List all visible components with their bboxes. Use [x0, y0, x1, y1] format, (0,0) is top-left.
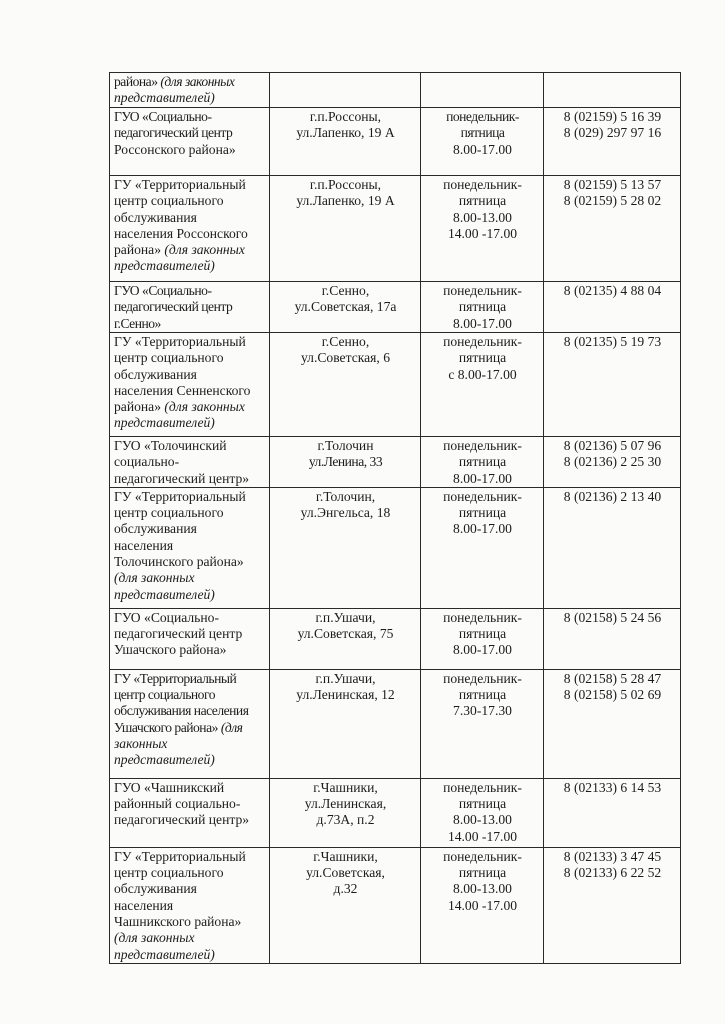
table-row	[110, 487, 681, 608]
org-name-line: обслуживания	[114, 521, 197, 537]
hours-cell	[421, 847, 544, 963]
org-name-line: социально-	[114, 454, 180, 470]
org-name-line: районa» (для законных	[114, 74, 235, 89]
address-cell	[270, 176, 421, 282]
hours-line: понедельник-	[443, 848, 522, 864]
hours-line: понедельник-	[443, 609, 522, 625]
hours-line: 8.00-17.00	[453, 470, 512, 486]
table-row	[110, 847, 681, 963]
hours-cell	[421, 778, 544, 847]
org-name-line: районный социально-	[114, 796, 241, 812]
organizations-table	[109, 72, 681, 964]
hours-line: понедельник-	[443, 334, 522, 349]
phone-cell	[544, 282, 681, 333]
table-row	[110, 669, 681, 778]
phone-number: 8 (02159) 5 16 39	[563, 109, 662, 124]
phone-number: 8 (02158) 5 24 56	[563, 609, 662, 625]
address-line: г.п.Россоны,	[309, 109, 382, 124]
address-line: г.п.Россоны,	[309, 177, 382, 192]
phone-cell	[544, 487, 681, 608]
hours-cell	[421, 333, 544, 437]
phone-cell	[544, 778, 681, 847]
hours-line: понедельник-	[443, 779, 522, 795]
org-name-line: (для законных	[114, 930, 195, 946]
phone-number: 8 (02136) 5 07 96	[563, 438, 662, 453]
org-name-line: населения	[114, 537, 174, 553]
table-row	[110, 778, 681, 847]
table-row	[110, 437, 681, 488]
org-name-line: ГУ «Территориальный	[114, 670, 237, 686]
org-name-line: педагогический центр	[114, 299, 233, 315]
address-line: г.Толочин,	[315, 488, 376, 504]
address-line: д.32	[333, 881, 358, 897]
hours-line: 8.00-13.00	[453, 881, 512, 897]
org-name-cell	[110, 333, 270, 437]
org-name-line: центр социального	[114, 687, 216, 703]
address-cell	[270, 282, 421, 333]
org-name-line: педагогический центр»	[114, 812, 250, 828]
address-line: ул.Лапенко, 19 А	[296, 125, 395, 141]
hours-line: понедельник-	[446, 109, 519, 124]
hours-line: 8.00-17.00	[453, 642, 512, 658]
address-line: ул.Советская, 6	[300, 350, 391, 366]
hours-cell	[421, 176, 544, 282]
org-name-line: Ушачского района» (для	[114, 719, 243, 735]
address-line: г.Чашники,	[313, 779, 378, 795]
org-name-line: педагогический центр»	[114, 470, 250, 486]
address-line: ул.Ленина, 33	[308, 454, 383, 470]
address-line: ул.Лапенко, 19 А	[296, 193, 395, 209]
hours-line: 8.00-17.00	[453, 315, 512, 331]
org-name-line: обслуживания	[114, 366, 197, 382]
phone-number: 8 (02159) 5 13 57	[563, 177, 662, 192]
org-name-line: ГУО «Социально-	[114, 609, 219, 625]
hours-line: 8.00-17.00	[453, 141, 512, 157]
org-name-line: Ушачского района»	[114, 642, 227, 658]
org-name-line: ГУ «Территориальный	[114, 177, 246, 192]
org-name-line: населения Сенненского	[114, 382, 251, 398]
address-line: г.п.Ушачи,	[315, 670, 376, 686]
phone-cell	[544, 108, 681, 176]
address-line: ул.Советская,	[306, 865, 385, 881]
hours-line: понедельник-	[443, 488, 522, 504]
address-cell	[270, 437, 421, 488]
address-cell	[270, 778, 421, 847]
org-name-line: ГУ «Территориальный	[114, 488, 246, 504]
org-name-line: обслуживания	[114, 881, 197, 897]
table-row	[110, 73, 681, 108]
phone-cell	[544, 847, 681, 963]
phone-cell	[544, 176, 681, 282]
phone-number: 8 (02135) 4 88 04	[563, 283, 662, 298]
hours-line: 14.00 -17.00	[447, 897, 518, 913]
hours-line: пятница	[458, 299, 507, 315]
phone-number: 8 (02133) 6 22 52	[563, 865, 662, 881]
hours-cell	[421, 108, 544, 176]
org-name-cell	[110, 437, 270, 488]
hours-line: пятница	[458, 865, 507, 881]
table-row	[110, 333, 681, 437]
org-name-line: педагогический центр	[114, 125, 233, 141]
org-name-line: Толочинского района»	[114, 554, 244, 570]
org-name-line: законных	[114, 736, 168, 752]
hours-line: пятница	[458, 193, 507, 209]
address-line: г.Сенно,	[321, 334, 370, 349]
hours-cell	[421, 437, 544, 488]
hours-line: 8.00-13.00	[453, 812, 512, 828]
org-name-cell	[110, 847, 270, 963]
org-name-line: обслуживания	[114, 209, 197, 225]
org-name-line: педагогический центр	[114, 626, 243, 642]
org-name-line: ГУ «Территориальный	[114, 848, 246, 864]
table-row	[110, 176, 681, 282]
org-name-line: представителей)	[114, 586, 215, 602]
org-name-line: представителей)	[114, 946, 215, 962]
phone-number: 8 (02133) 6 14 53	[563, 779, 662, 795]
table-row	[110, 282, 681, 333]
phone-number: 8 (02136) 2 13 40	[563, 488, 662, 504]
address-cell	[270, 669, 421, 778]
address-line: г.п.Ушачи,	[315, 609, 376, 625]
hours-line: пятница	[458, 454, 507, 470]
address-cell	[270, 73, 421, 108]
hours-line: понедельник-	[443, 177, 522, 192]
phone-cell	[544, 608, 681, 669]
address-line: ул.Ленинская, 12	[296, 687, 395, 703]
org-name-line: Россонского района»	[114, 141, 236, 157]
org-name-cell	[110, 778, 270, 847]
phone-number: 8 (02158) 5 02 69	[563, 687, 662, 703]
phone-number: 8 (02135) 5 19 73	[563, 334, 662, 349]
hours-line: пятница	[458, 505, 507, 521]
org-name-line: представителей)	[114, 90, 215, 106]
hours-line: пятница	[458, 350, 507, 366]
hours-line: с 8.00-17.00	[448, 366, 517, 382]
org-name-line: центр социального	[114, 865, 224, 881]
address-line: ул.Ленинская,	[304, 796, 387, 812]
org-name-cell	[110, 608, 270, 669]
hours-line: 7.30-17.30	[453, 703, 512, 719]
address-line: г.Толочин	[317, 438, 374, 453]
phone-cell	[544, 669, 681, 778]
address-cell	[270, 333, 421, 437]
phone-number: 8 (02133) 3 47 45	[563, 848, 662, 864]
org-name-line: ГУО «Толочинский	[114, 438, 227, 453]
org-name-line: ГУО «Чашникский	[114, 779, 225, 795]
org-name-line: представителей)	[114, 258, 215, 274]
org-name-cell	[110, 669, 270, 778]
address-line: г.Сенно,	[321, 283, 370, 298]
org-name-line: центр социального	[114, 193, 224, 209]
phone-cell	[544, 333, 681, 437]
hours-line: понедельник-	[443, 438, 522, 453]
org-name-line: Чашникского района»	[114, 914, 242, 930]
hours-line: 14.00 -17.00	[447, 225, 518, 241]
hours-cell	[421, 73, 544, 108]
address-line: ул.Советская, 75	[297, 626, 394, 642]
hours-line: понедельник-	[443, 283, 522, 298]
hours-line: пятница	[458, 687, 507, 703]
org-name-line: г.Сенно»	[114, 315, 161, 331]
org-name-line: центр социального	[114, 350, 224, 366]
address-cell	[270, 108, 421, 176]
hours-line: 8.00-17.00	[453, 521, 512, 537]
hours-line: 8.00-13.00	[453, 209, 512, 225]
org-name-cell	[110, 108, 270, 176]
hours-cell	[421, 282, 544, 333]
hours-cell	[421, 608, 544, 669]
address-line: ул.Советская, 17а	[294, 299, 397, 315]
address-cell	[270, 608, 421, 669]
phone-cell	[544, 437, 681, 488]
hours-cell	[421, 669, 544, 778]
phone-number: 8 (02158) 5 28 47	[563, 670, 662, 686]
org-name-line: представителей)	[114, 415, 215, 431]
org-name-line: района» (для законных	[114, 399, 245, 415]
hours-line: пятница	[460, 125, 505, 141]
phone-number: 8 (029) 297 97 16	[563, 125, 662, 141]
phone-cell	[544, 73, 681, 108]
org-name-cell	[110, 487, 270, 608]
phone-number: 8 (02159) 5 28 02	[563, 193, 662, 209]
org-name-line: (для законных	[114, 570, 195, 586]
address-cell	[270, 847, 421, 963]
hours-line: 14.00 -17.00	[447, 828, 518, 844]
phone-number: 8 (02136) 2 25 30	[563, 454, 662, 470]
hours-cell	[421, 487, 544, 608]
org-name-cell	[110, 73, 270, 108]
address-line: д.73А, п.2	[316, 812, 375, 828]
table-row	[110, 108, 681, 176]
org-name-cell	[110, 176, 270, 282]
org-name-line: ГУО «Социально-	[114, 109, 212, 124]
hours-line: пятница	[458, 796, 507, 812]
org-name-line: ГУ «Территориальный	[114, 334, 246, 349]
org-name-line: представителей)	[114, 752, 215, 768]
address-cell	[270, 487, 421, 608]
org-name-line: обслуживания населения	[114, 703, 249, 719]
org-name-line: ГУО «Социально-	[114, 283, 212, 298]
address-line: ул.Энгельса, 18	[300, 505, 391, 521]
org-name-line: населения	[114, 897, 174, 913]
hours-line: понедельник-	[443, 670, 522, 686]
org-name-cell	[110, 282, 270, 333]
hours-line: пятница	[458, 626, 507, 642]
org-name-line: центр социального	[114, 505, 224, 521]
table-row	[110, 608, 681, 669]
org-name-line: населения Россонского	[114, 225, 248, 241]
address-line: г.Чашники,	[313, 848, 378, 864]
org-name-line: района» (для законных	[114, 242, 245, 258]
